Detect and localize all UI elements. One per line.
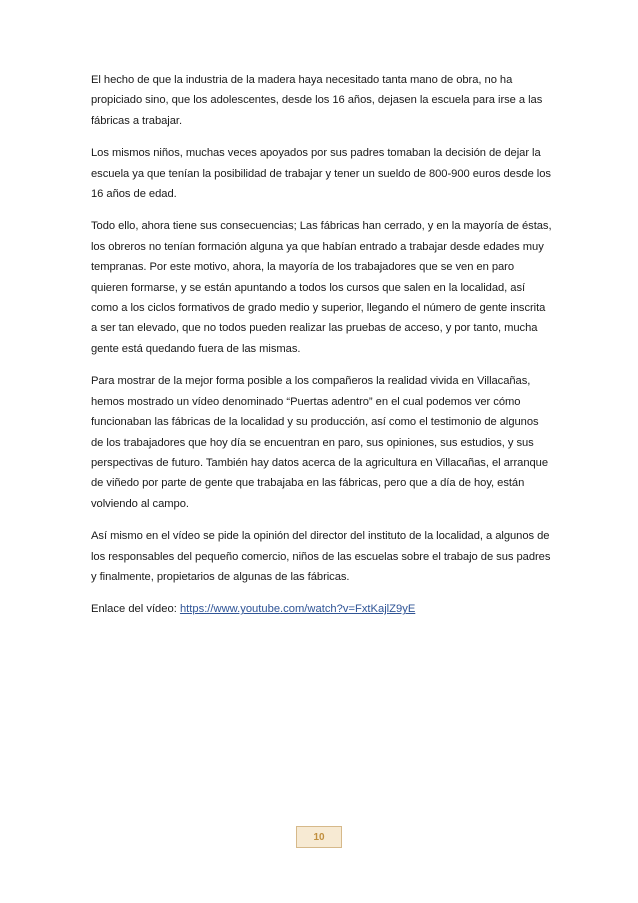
video-link[interactable]: https://www.youtube.com/watch?v=FxtKajlZ9yE xyxy=(179,603,416,616)
video-link-label: Enlace del vídeo: xyxy=(91,603,180,616)
video-link-line xyxy=(91,599,553,619)
paragraph-3: Todo ello, ahora tiene sus consecuencias; Las fábricas han cerrado, y en la mayoría de éstas, los obreros no tenían formación alguna ya que habían entrado a trabajar desde edades muy tempranas. Por este motivo, ahora, la mayoría de los trabajadores que se ven en paro quieren formarse, y se están apuntando a todos los cursos que salen en la localidad, así como a los ciclos formativos de grado medio y superior, llegando el número de gente inscrita a ser tan elevado, que no todos pueden realizar las pruebas de acceso, y por tanto, mucha gente está quedando fuera de las mismas. xyxy=(91,220,552,355)
page-number: 10 xyxy=(313,831,325,843)
paragraph-5: Así mismo en el vídeo se pide la opinión del director del instituto de la localidad, a algunos de los responsables del pequeño comercio, niños de las escuelas sobre el trabajo de sus padres y finalmente, propietarios de algunas de las fábricas. xyxy=(91,530,551,583)
document-body xyxy=(91,70,553,620)
paragraph-1: El hecho de que la industria de la madera haya necesitado tanta mano de obra, no ha propiciado sino, que los adolescentes, desde los 16 años, dejasen la escuela para irse a las fábricas a trabajar. xyxy=(91,74,543,127)
paragraph-2: Los mismos niños, muchas veces apoyados por sus padres tomaban la decisión de dejar la escuela ya que tenían la posibilidad de trabajar y tener un sueldo de 800-900 euros desde los 16 años de edad. xyxy=(91,147,551,201)
paragraph-4: Para mostrar de la mejor forma posible a los compañeros la realidad vivida en Villacañas, hemos mostrado un vídeo denominado “Puertas adentro” en el cual podemos ver cómo funcionaban las fábricas de la localidad y su producción, así como el testimonio de algunos de los trabajadores que hoy día se encuentran en paro, sus opiniones, sus estudios, y sus perspectivas de futuro. También hay datos acerca de la agricultura en Villacañas, el arranque de viñedo por parte de gente que trabajaba en las fábricas, pero que a día de hoy, están volviendo al campo. xyxy=(91,375,549,510)
page-number-badge xyxy=(296,826,342,848)
